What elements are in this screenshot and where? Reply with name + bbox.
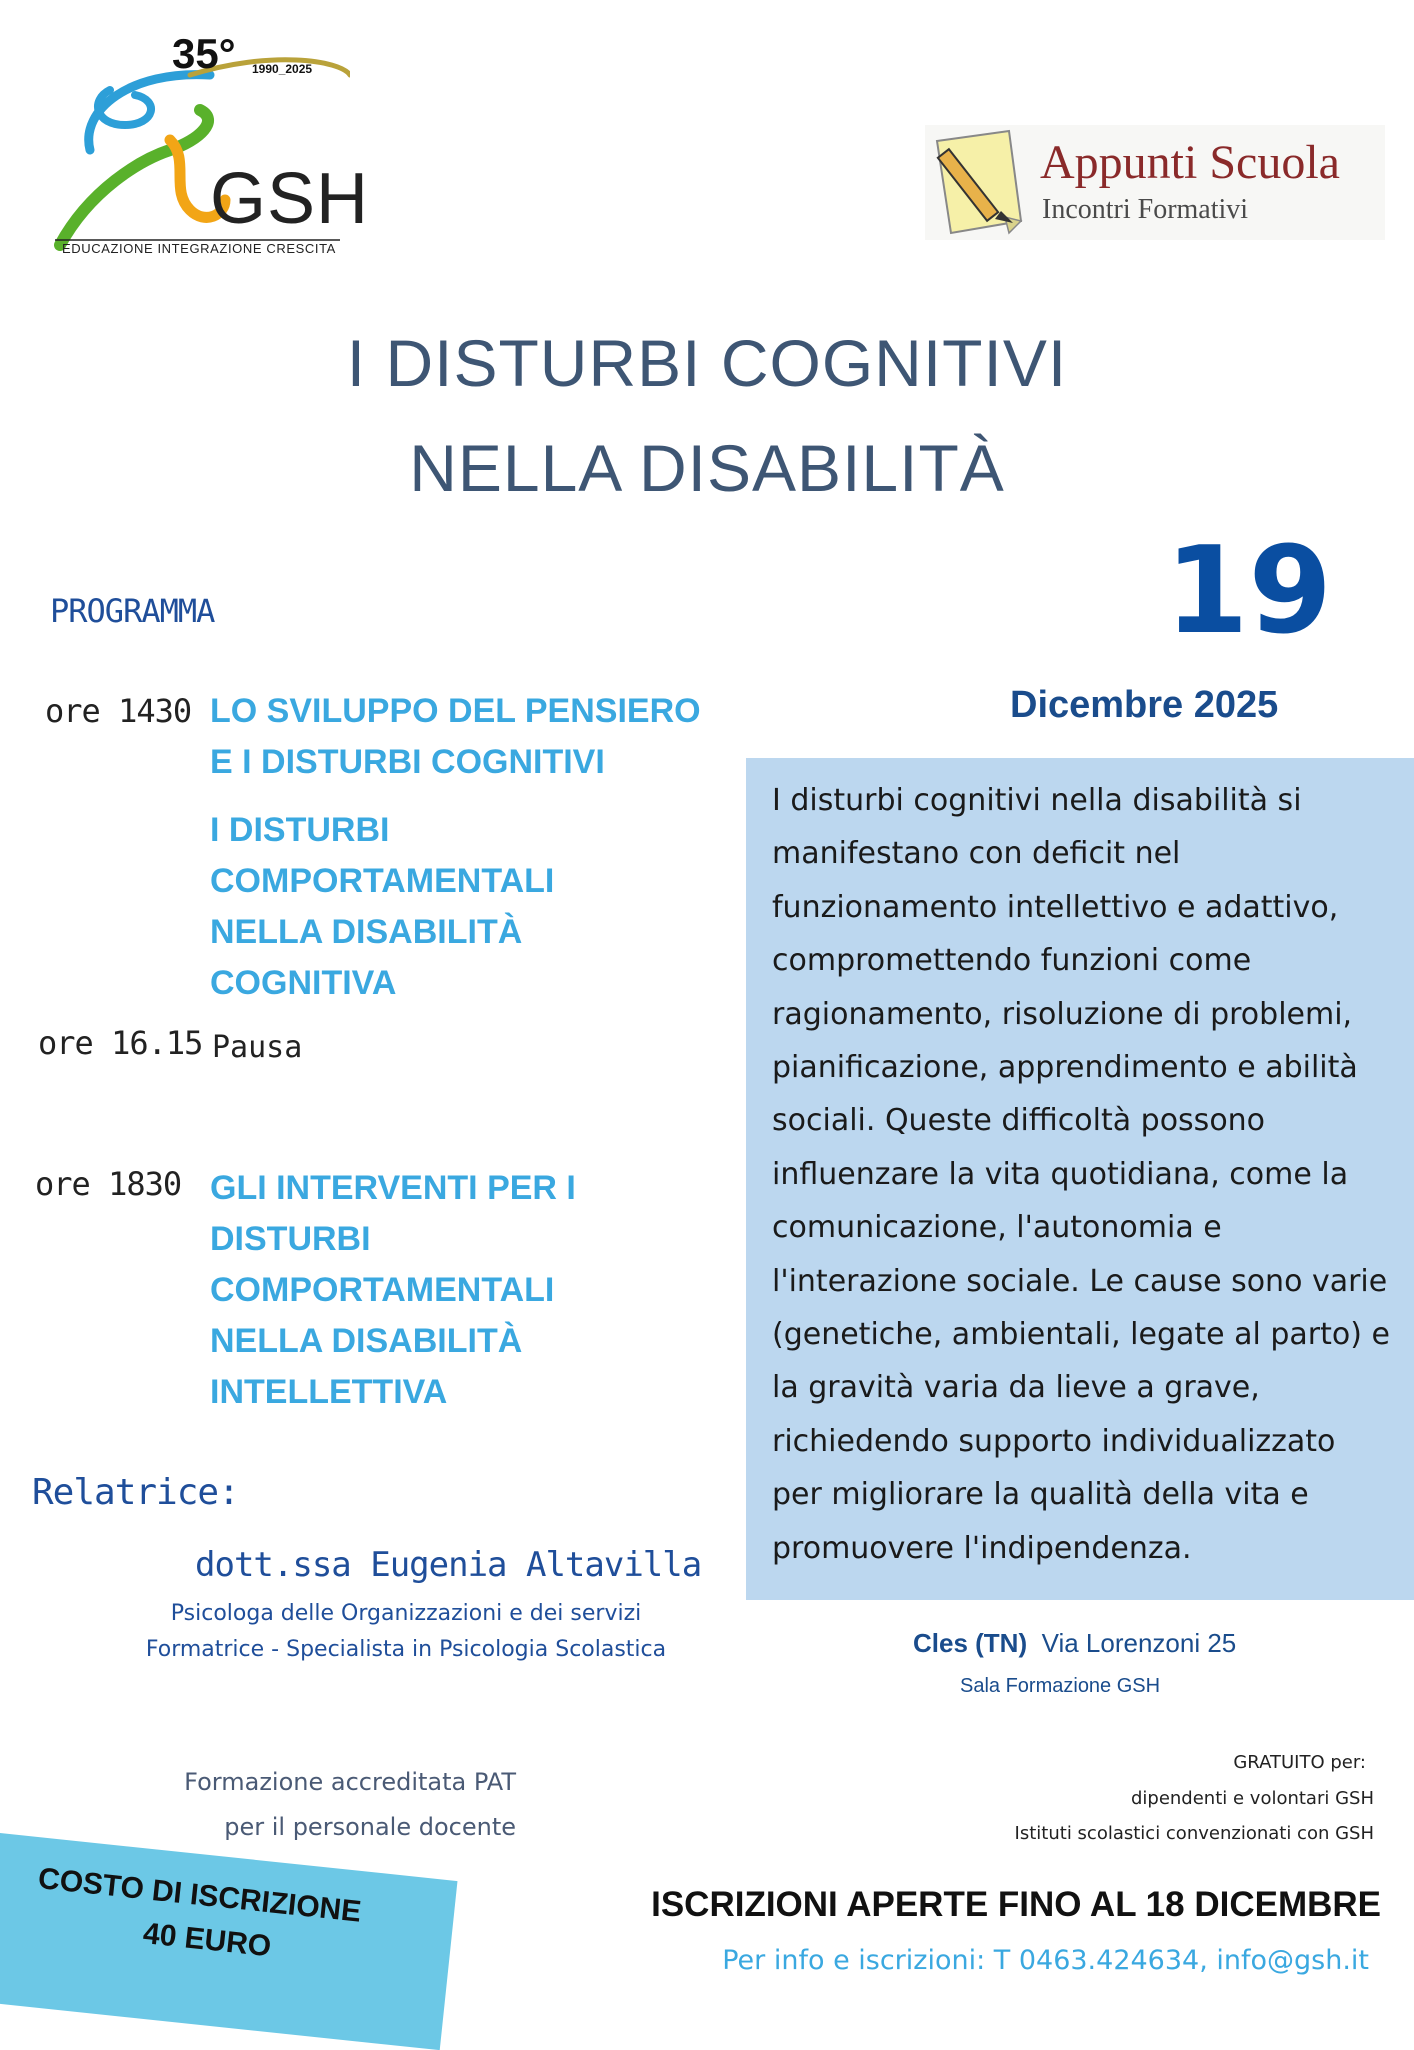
location-city: Cles (TN) (913, 1628, 1028, 1658)
session-2-title (210, 805, 554, 1009)
session-3-line: GLI INTERVENTI PER I (210, 1169, 576, 1207)
accreditation-line-1: Formazione accreditata PAT (184, 1768, 516, 1796)
gsh-tagline: EDUCAZIONE INTEGRAZIONE CRESCITA (62, 241, 336, 256)
session-1-line: E I DISTURBI COGNITIVI (210, 743, 605, 781)
event-location (913, 1628, 1236, 1659)
free-heading: GRATUITO per: (1233, 1752, 1366, 1773)
session-time-1: ore 1430 (45, 692, 192, 730)
location-address: Via Lorenzoni 25 (1041, 1628, 1237, 1658)
session-3-line: INTELLETTIVA (210, 1373, 448, 1411)
session-3-line: COMPORTAMENTALI (210, 1271, 555, 1309)
enrollment-deadline: ISCRIZIONI APERTE FINO AL 18 DICEMBRE (651, 1885, 1381, 1924)
free-line-1: dipendenti e volontari GSH (1130, 1788, 1374, 1809)
session-2-line: COGNITIVA (210, 964, 397, 1002)
location-room: Sala Formazione GSH (960, 1675, 1161, 1697)
pencil-note-icon (925, 125, 1040, 240)
gsh-anniversary: 35° (172, 30, 236, 77)
session-1-title (210, 686, 701, 788)
cost-amount: 40 EURO (141, 1917, 273, 1964)
contact-info: Per info e iscrizioni: T 0463.424634, info@gsh.it (722, 1945, 1369, 1976)
session-3-line: NELLA DISABILITÀ (210, 1322, 523, 1360)
programme-heading: PROGRAMMA (50, 592, 215, 630)
session-2-line: I DISTURBI (210, 811, 390, 849)
session-time-3: ore 1830 (35, 1165, 182, 1203)
appunti-scuola-title: Appunti Scuola (1040, 136, 1340, 189)
speaker-name: dott.ssa Eugenia Altavilla (195, 1545, 702, 1585)
session-1-line: LO SVILUPPO DEL PENSIERO (210, 692, 701, 730)
session-2-line: COMPORTAMENTALI (210, 862, 555, 900)
free-line-2: Istituti scolastici convenzionati con GSH (1014, 1823, 1374, 1844)
speaker-label: Relatrice: (32, 1472, 239, 1513)
event-month-year: Dicembre 2025 (1010, 684, 1279, 726)
appunti-scuola-subtitle: Incontri Formativi (1042, 194, 1249, 225)
description-text: I disturbi cognitivi nella disabilità si manifestano con deficit nel funzionamento intellettivo e adattivo, compromettendo funzioni come ragionamento, risoluzione di problemi, pianificazione, apprendimento e abilità sociali. Queste difficoltà possono influenzare la vita quotidiana, come la comunicazione, l'autonomia e l'interazione sociale. Le cause sono varie (genetiche, ambientali, legate al parto) e la gravità varia da lieve a grave, richiedendo supporto individualizzato per migliorare la qualità della vita e promuovere l'indipendenza. (772, 783, 1390, 1566)
title-line-1: I DISTURBI COGNITIVI (346, 326, 1068, 400)
gsh-logo-name: GSH (210, 159, 370, 239)
session-3-title (210, 1163, 576, 1418)
title-line-2: NELLA DISABILITÀ (409, 431, 1005, 505)
session-2-line: NELLA DISABILITÀ (210, 913, 523, 951)
session-time-break: ore 16.15 (38, 1024, 203, 1062)
speaker-role-2: Formatrice - Specialista in Psicologia Scolastica (145, 1637, 667, 1662)
session-3-line: DISTURBI (210, 1220, 371, 1258)
event-day: 19 (1165, 522, 1332, 661)
gsh-anniversary-years: 1990_2025 (252, 62, 313, 76)
accreditation-line-2: per il personale docente (224, 1813, 516, 1841)
break-label: Pausa (212, 1030, 303, 1065)
speaker-role-1: Psicologa delle Organizzazioni e dei servizi (170, 1601, 642, 1626)
cost-label: COSTO DI ISCRIZIONE (36, 1862, 363, 1929)
